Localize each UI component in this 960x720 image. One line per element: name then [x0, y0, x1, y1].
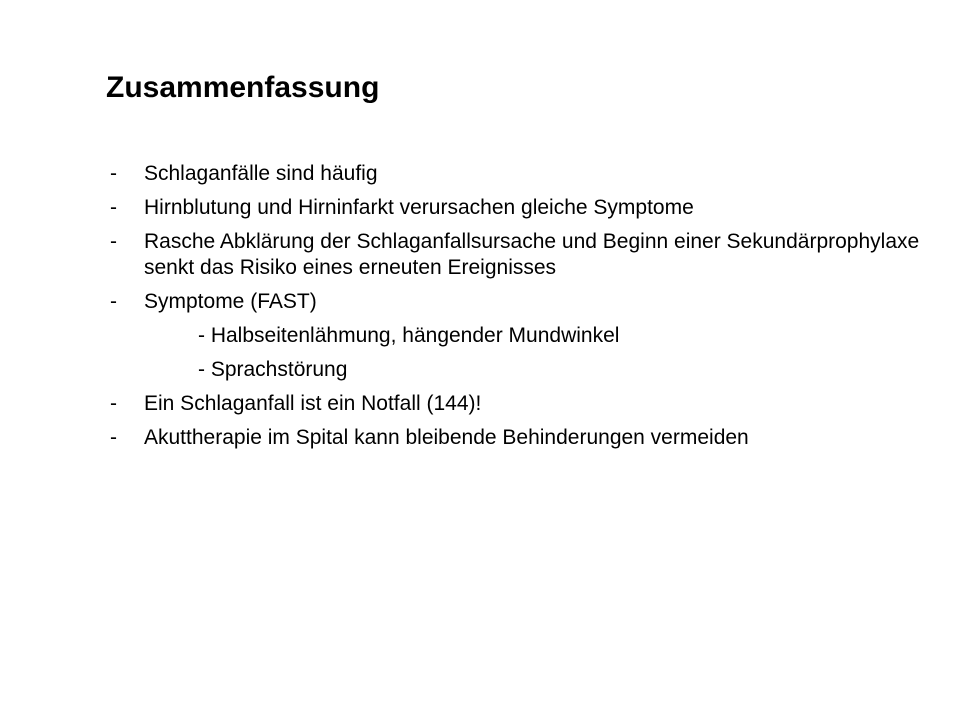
bullet-list: [106, 161, 926, 459]
bullet-text: Hirnblutung und Hirninfarkt verursachen gleiche Symptome: [144, 196, 694, 219]
bullet-dash: -: [110, 290, 117, 313]
sub-bullet-item: - Halbseitenlähmung, hängender Mundwinkel: [198, 324, 620, 347]
bullet-item: [106, 391, 926, 417]
bullet-item: [106, 195, 926, 221]
bullet-dash: -: [110, 196, 117, 219]
bullet-item: [106, 161, 926, 187]
bullet-item: [106, 229, 926, 281]
bullet-dash: -: [110, 162, 117, 185]
bullet-text: Akuttherapie im Spital kann bleibende Behinderungen vermeiden: [144, 426, 749, 449]
sub-bullet-item: - Sprachstörung: [198, 358, 348, 381]
bullet-item: [106, 425, 926, 451]
bullet-text: Symptome (FAST): [144, 290, 317, 313]
bullet-item: [106, 289, 926, 315]
bullet-text: Ein Schlaganfall ist ein Notfall (144)!: [144, 392, 482, 415]
bullet-dash: -: [110, 426, 117, 449]
bullet-dash: -: [110, 230, 117, 253]
bullet-text: Schlaganfälle sind häufig: [144, 162, 378, 185]
slide-title: Zusammenfassung: [106, 71, 380, 104]
bullet-text: Rasche Abklärung der Schlaganfallsursache und Beginn einer Sekundärprophylaxe senkt das Risiko eines erneuten Ereignisses: [144, 230, 920, 279]
bullet-dash: -: [110, 392, 117, 415]
